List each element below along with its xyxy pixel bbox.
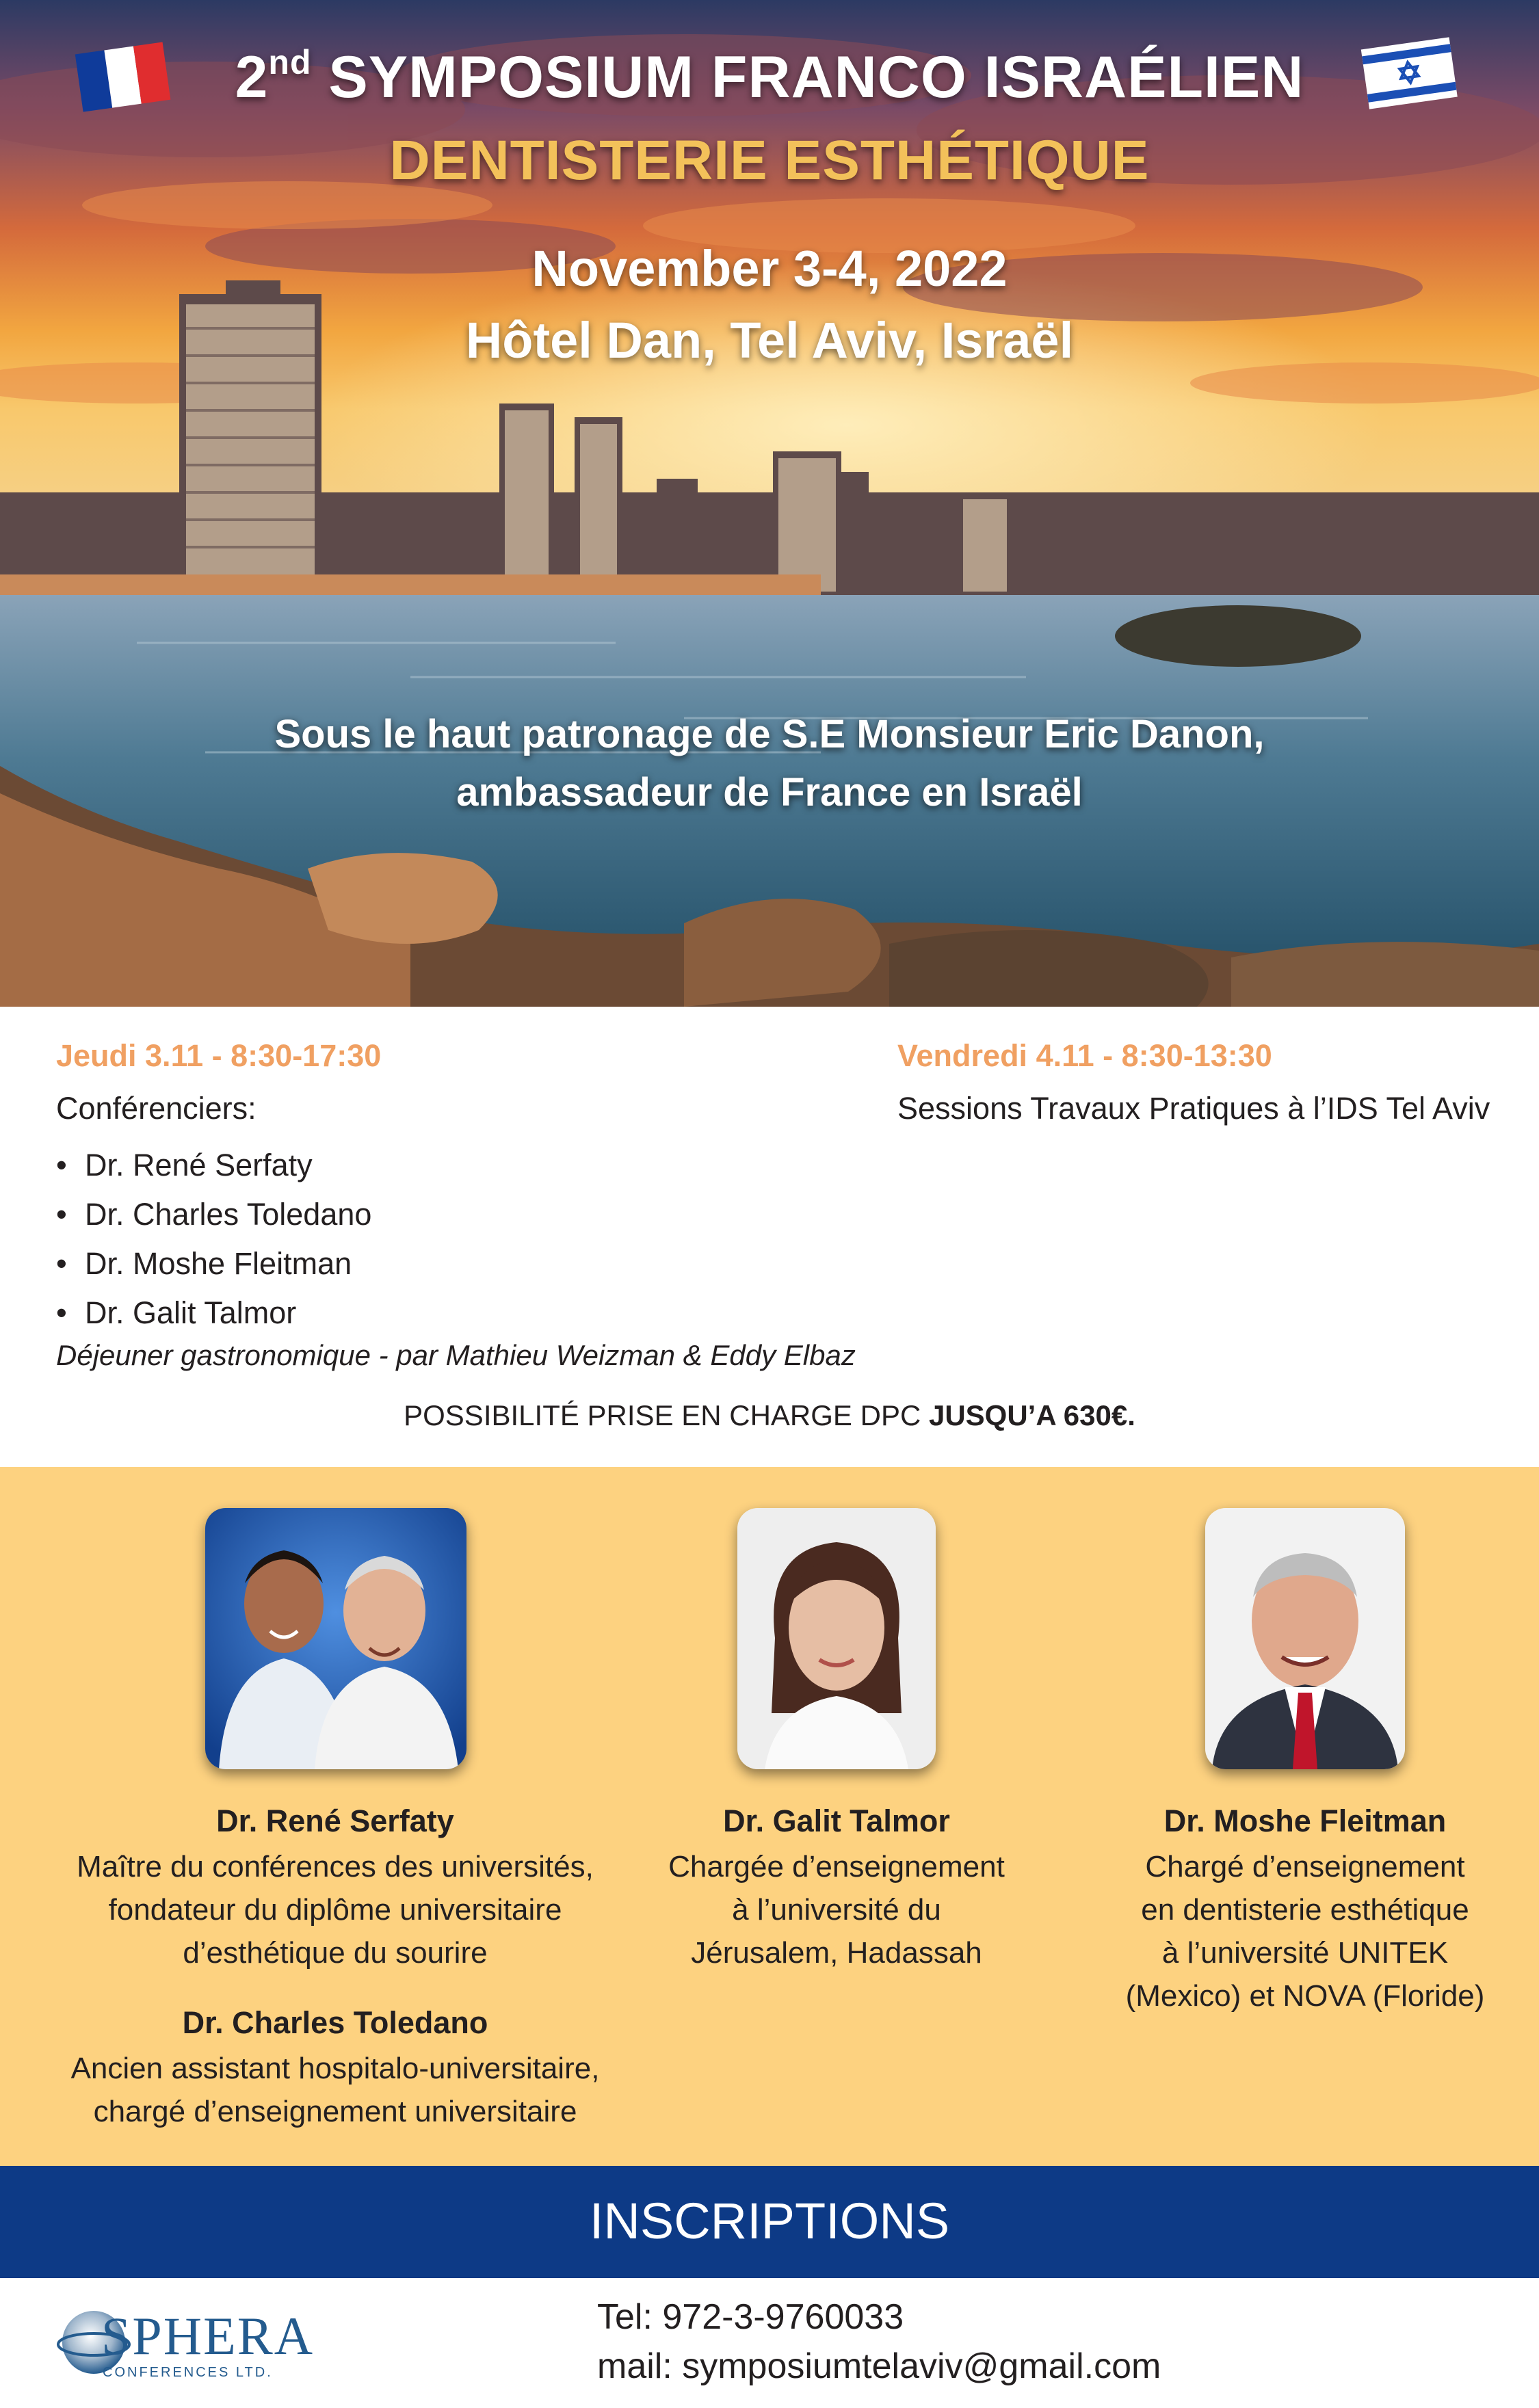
speaker-desc-talmor: Chargée d’enseignement à l’université du Jérusalem, Hadassah	[668, 1850, 1005, 1970]
day1-title: Jeudi 3.11 - 8:30-17:30	[56, 1038, 382, 1073]
inscriptions-banner	[0, 2166, 1539, 2278]
symposium-title: 2nd SYMPOSIUM FRANCO ISRAÉLIEN	[235, 43, 1304, 110]
speaker-name-talmor: Dr. Galit Talmor	[723, 1803, 950, 1838]
symposium-subtitle: DENTISTERIE ESTHÉTIQUE	[389, 129, 1150, 191]
hero-banner	[0, 0, 1539, 1007]
speaker-name-serfaty: Dr. René Serfaty	[216, 1803, 454, 1838]
speaker-name-toledano: Dr. Charles Toledano	[182, 2005, 488, 2040]
patronage-line-1: Sous le haut patronage de S.E Monsieur Eric Danon,	[274, 712, 1265, 756]
sphera-logo-subtitle: CONFERENCES LTD.	[103, 2365, 273, 2380]
day2-description: Sessions Travaux Pratiques à l’IDS Tel Aviv	[897, 1091, 1490, 1126]
speakers-list	[56, 1141, 371, 1338]
event-venue: Hôtel Dan, Tel Aviv, Israël	[465, 312, 1074, 369]
day2-title: Vendredi 4.11 - 8:30-13:30	[897, 1038, 1272, 1073]
inscriptions-label: INSCRIPTIONS	[589, 2193, 950, 2249]
speaker-desc-fleitman: Chargé d’enseignement en dentisterie esthétique à l’université UNITEK (Mexico) et NOVA (Floride)	[1125, 1850, 1485, 2013]
photo-serfaty-toledano	[205, 1508, 466, 1769]
list-item: • Dr. Galit Talmor	[56, 1295, 297, 1330]
event-date: November 3-4, 2022	[531, 240, 1008, 297]
contact-email[interactable]: mail: symposiumtelaviv@gmail.com	[597, 2346, 1161, 2386]
lunch-note: Déjeuner gastronomique - par Mathieu Weizman & Eddy Elbaz	[56, 1339, 856, 1371]
sphera-logo-text: SPHERA	[101, 2306, 315, 2366]
patronage-line-2: ambassadeur de France en Israël	[456, 770, 1083, 815]
list-item: • Dr. Moshe Fleitman	[56, 1246, 352, 1281]
speaker-desc-serfaty: Maître du conférences des universités, fondateur du diplôme universitaire d’esthétique du sourire	[77, 1850, 594, 1970]
speaker-desc-toledano: Ancien assistant hospitalo-universitaire, chargé d’enseignement universitaire	[70, 2052, 600, 2128]
speakers-label: Conférenciers:	[56, 1091, 256, 1126]
photo-moshe-fleitman	[1205, 1508, 1405, 1769]
list-item: • Dr. Charles Toledano	[56, 1197, 372, 1232]
speaker-name-fleitman: Dr. Moshe Fleitman	[1163, 1803, 1447, 1838]
dpc-notice: POSSIBILITÉ PRISE EN CHARGE DPC JUSQU’A 630€.	[404, 1399, 1135, 1431]
list-item: • Dr. René Serfaty	[56, 1148, 313, 1182]
contact-phone: Tel: 972-3-9760033	[597, 2297, 904, 2337]
photo-galit-talmor	[737, 1508, 936, 1769]
